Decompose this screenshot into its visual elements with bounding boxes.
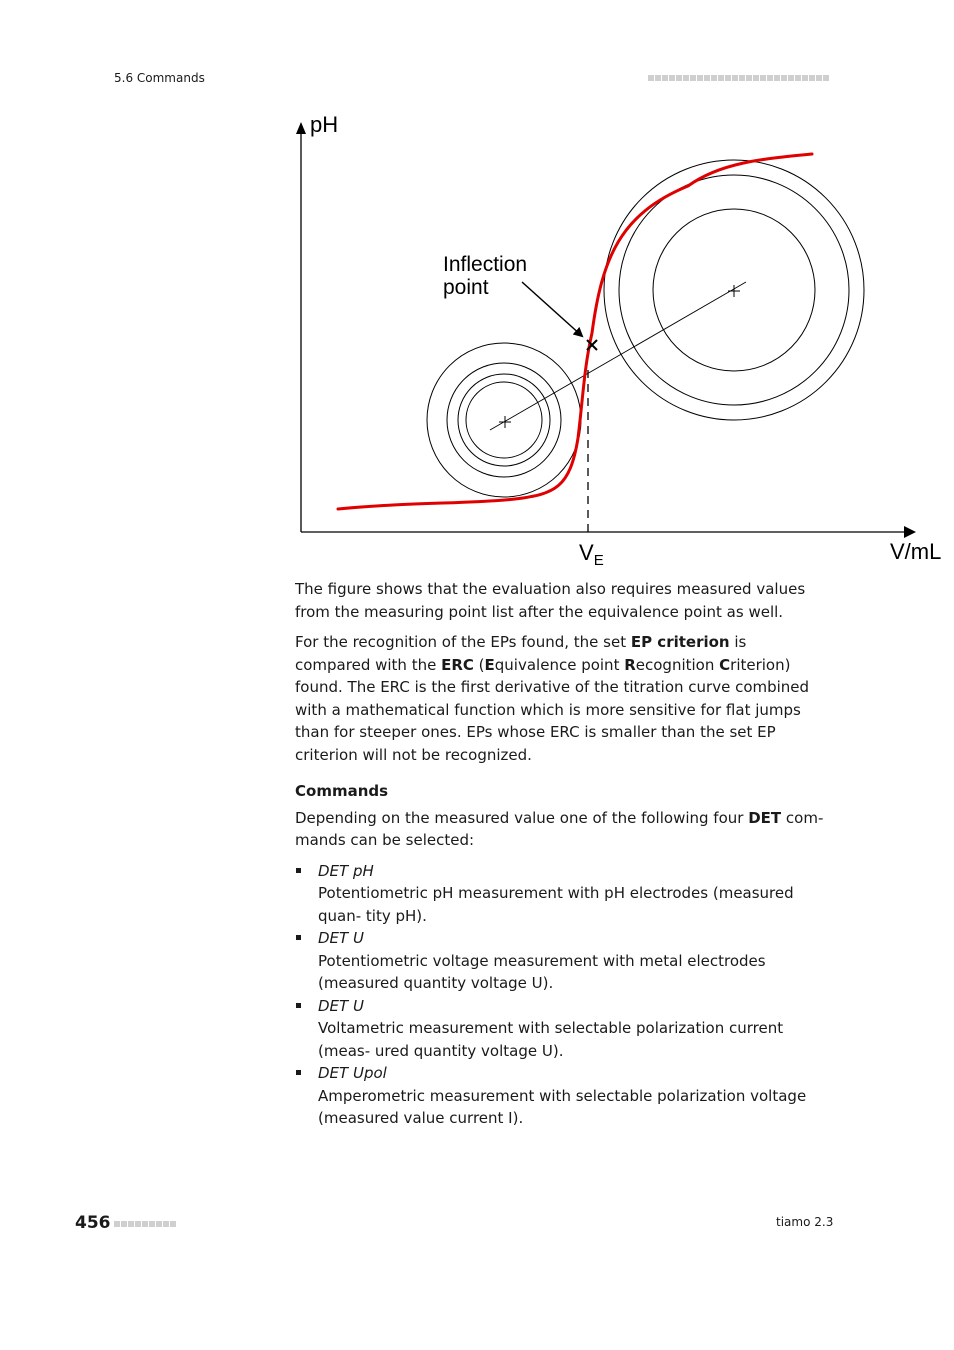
left-circle-mid2 — [458, 374, 550, 466]
decor-square — [809, 75, 815, 81]
decor-square — [767, 75, 773, 81]
ve-label — [579, 540, 604, 569]
para3-bold-det: DET — [748, 808, 782, 827]
annotation-line2: point — [443, 276, 489, 299]
decor-square — [135, 1221, 141, 1227]
list-item — [295, 1062, 825, 1130]
decor-square — [746, 75, 752, 81]
x-axis-arrow-icon — [904, 526, 916, 538]
decor-square — [669, 75, 675, 81]
x-axis-label: V/mL — [890, 539, 942, 564]
decor-square — [711, 75, 717, 81]
bullet-icon — [296, 1070, 301, 1075]
command-name: DET U — [318, 996, 364, 1015]
command-list — [295, 860, 825, 1130]
para2-text-2: is compared with the — [295, 633, 747, 674]
decor-square — [725, 75, 731, 81]
decor-square — [732, 75, 738, 81]
decor-square — [774, 75, 780, 81]
decor-square — [753, 75, 759, 81]
decor-square — [142, 1221, 148, 1227]
decor-square — [697, 75, 703, 81]
command-name: DET U — [318, 929, 364, 947]
para2-text-5: ecognition — [635, 655, 720, 674]
para2-text-1: For the recognition of the EPs found, the set — [295, 633, 631, 651]
bullet-icon — [296, 935, 301, 940]
decor-square — [121, 1221, 127, 1227]
annotation-line1: Inflection — [443, 253, 528, 276]
running-header-section: 5.6 Commands — [114, 71, 205, 85]
paragraph-figure-explanation: The figure shows that the evaluation also requires measured values from the measuring point list after the equivalence point as well. — [295, 580, 806, 621]
list-item — [295, 995, 825, 1063]
decor-square — [802, 75, 808, 81]
para2-text-3: ( — [473, 655, 485, 674]
para2-bold-erc: ERC — [441, 655, 474, 674]
decor-square — [781, 75, 787, 81]
product-name: tiamo 2.3 — [776, 1215, 834, 1229]
decor-square — [718, 75, 724, 81]
decor-square — [655, 75, 661, 81]
left-circle-outer — [427, 343, 581, 497]
left-center-plus-icon — [499, 416, 511, 428]
decor-square — [648, 75, 654, 81]
ve-label-main: V — [579, 540, 594, 565]
footer-decoration — [114, 1221, 176, 1227]
command-name: DET Upol — [318, 1064, 387, 1082]
decor-square — [662, 75, 668, 81]
titration-curve — [338, 154, 812, 509]
decor-square — [788, 75, 794, 81]
decor-square — [816, 75, 822, 81]
command-description: Voltametric measurement with selectable polarization current (meas- ured quantity voltage U). — [318, 1019, 784, 1060]
list-item — [295, 860, 825, 928]
paragraph-commands-intro — [295, 807, 825, 852]
decor-square — [114, 1221, 120, 1227]
command-description: Amperometric measurement with selectable polarization voltage (measured value current I). — [318, 1086, 807, 1127]
decor-square — [795, 75, 801, 81]
bullet-icon — [296, 1003, 301, 1008]
decor-square — [163, 1221, 169, 1227]
para3-text-1: Depending on the measured value one of the following four — [295, 808, 749, 827]
page-number: 456 — [75, 1213, 111, 1233]
decor-square — [156, 1221, 162, 1227]
para2-bold-c: C — [719, 655, 731, 674]
titration-curve-figure — [290, 108, 954, 578]
para2-text-6: riterion) found. The ERC is the first derivative of the titration curve combined with a mathematical function which is more sensitive for flat jumps than for steeper ones. EPs whose ERC is smaller than the set EP criterion will not be recognized. — [295, 655, 810, 764]
body-text — [295, 578, 825, 1130]
decor-square — [170, 1221, 176, 1227]
y-axis-arrow-icon — [296, 122, 306, 134]
para2-bold-e: E — [484, 655, 495, 674]
left-circles — [427, 343, 581, 497]
bullet-icon — [296, 868, 301, 873]
center-connecting-line — [490, 282, 746, 430]
y-axis-label: pH — [310, 112, 339, 137]
decor-square — [149, 1221, 155, 1227]
decor-square — [690, 75, 696, 81]
left-circle-inner — [466, 382, 542, 458]
para2-bold-r: R — [624, 655, 636, 674]
list-item — [295, 927, 825, 995]
decor-square — [128, 1221, 134, 1227]
decor-square — [676, 75, 682, 81]
annotation-arrow — [522, 282, 582, 336]
command-name: DET pH — [318, 861, 374, 880]
command-description: Potentiometric voltage measurement with metal electrodes (measured quantity voltage U). — [318, 951, 766, 992]
decor-square — [739, 75, 745, 81]
para2-text-4: quivalence point — [494, 655, 625, 674]
titration-diagram — [290, 108, 954, 578]
decor-square — [823, 75, 829, 81]
commands-heading: Commands — [295, 782, 389, 800]
decor-square — [704, 75, 710, 81]
paragraph-erc — [295, 631, 825, 766]
para2-bold-ep-criterion: EP criterion — [630, 633, 730, 651]
command-description: Potentiometric pH measurement with pH electrodes (measured quan- tity pH). — [318, 884, 794, 925]
header-decoration — [648, 75, 829, 81]
left-circle-mid1 — [447, 363, 561, 477]
decor-square — [760, 75, 766, 81]
decor-square — [683, 75, 689, 81]
ve-label-sub: E — [593, 552, 604, 569]
para3-text-2: com- mands can be selected: — [295, 808, 824, 849]
